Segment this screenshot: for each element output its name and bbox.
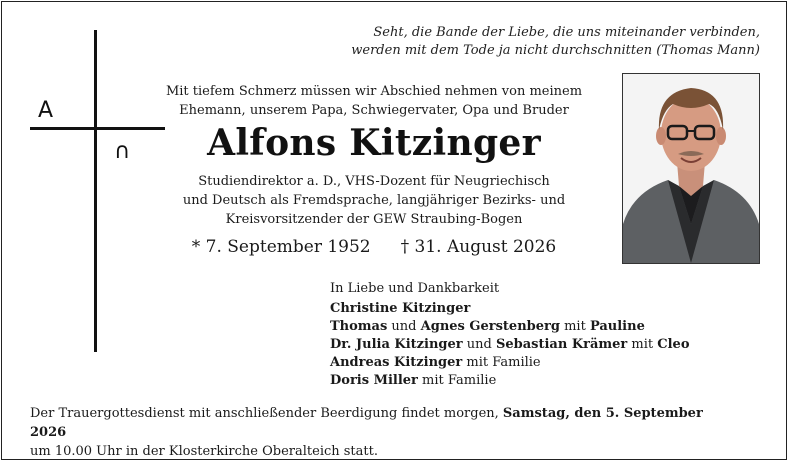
service-line-1 [30,404,730,442]
mourner-name: Agnes Gerstenberg [420,319,560,334]
funeral-service-info [30,404,730,461]
connector-text: mit [559,319,590,334]
mourner-name: Cleo [657,337,690,352]
mourner-name: Doris Miller [330,373,418,388]
intro-line-2: Ehemann, unserem Papa, Schwiegervater, Opa und Bruder [179,103,569,118]
service-text: Der Trauergottesdienst mit anschließender Beerdigung findet morgen, [30,406,503,421]
life-dates [160,237,588,257]
connector-text: und [387,319,421,334]
deceased-description [160,172,588,229]
death-date: † 31. August 2026 [400,237,557,257]
alpha-symbol: A [38,98,54,123]
mourner-name: Thomas [330,319,388,334]
connector-text: mit Familie [462,355,541,370]
mourner-name: Sebastian Krämer [495,337,628,352]
description-line-2: und Deutsch als Fremdsprache, langjähriger Bezirks- und [182,193,566,208]
intro-text [160,82,588,120]
gratitude-line: In Liebe und Dankbarkeit [330,281,500,296]
connector-text: und [462,337,496,352]
omega-symbol: ∩ [114,139,131,164]
quote-line-2: werden mit dem Tode ja nicht durchschnitten (Thomas Mann) [351,43,760,58]
deceased-name: Alfons Kitzinger [207,122,541,164]
service-line-2: um 10.00 Uhr in der Klosterkirche Oberalteich statt. [30,444,378,459]
intro-line-1: Mit tiefem Schmerz müssen wir Abschied nehmen von meinem [165,84,583,99]
mourner-line-1 [330,300,690,318]
connector-text: mit Familie [417,373,497,388]
mourner-line-4 [330,354,690,372]
portrait-photo [622,73,760,264]
cross-horizontal-bar [30,127,165,130]
mourners-list [330,300,690,390]
cross-vertical-bar [94,30,97,352]
mourner-name: Andreas Kitzinger [330,355,463,370]
birth-date: * 7. September 1952 [191,237,371,257]
mourner-name: Pauline [589,319,645,334]
service-date: Samstag, den 5. September 2026 [30,406,703,440]
connector-text: mit [627,337,658,352]
mourner-line-2 [330,318,690,336]
mourner-name: Christine Kitzinger [330,301,471,316]
mourner-line-3 [330,336,690,354]
quote-line-1: Seht, die Bande der Liebe, die uns miteinander verbinden, [373,25,760,40]
description-line-1: Studiendirektor a. D., VHS-Dozent für Neugriechisch [198,174,550,189]
description-line-3: Kreisvorsitzender der GEW Straubing-Bogen [225,212,523,227]
mourner-name: Dr. Julia Kitzinger [330,337,463,352]
mourner-line-5 [330,372,690,390]
quote [240,24,760,60]
